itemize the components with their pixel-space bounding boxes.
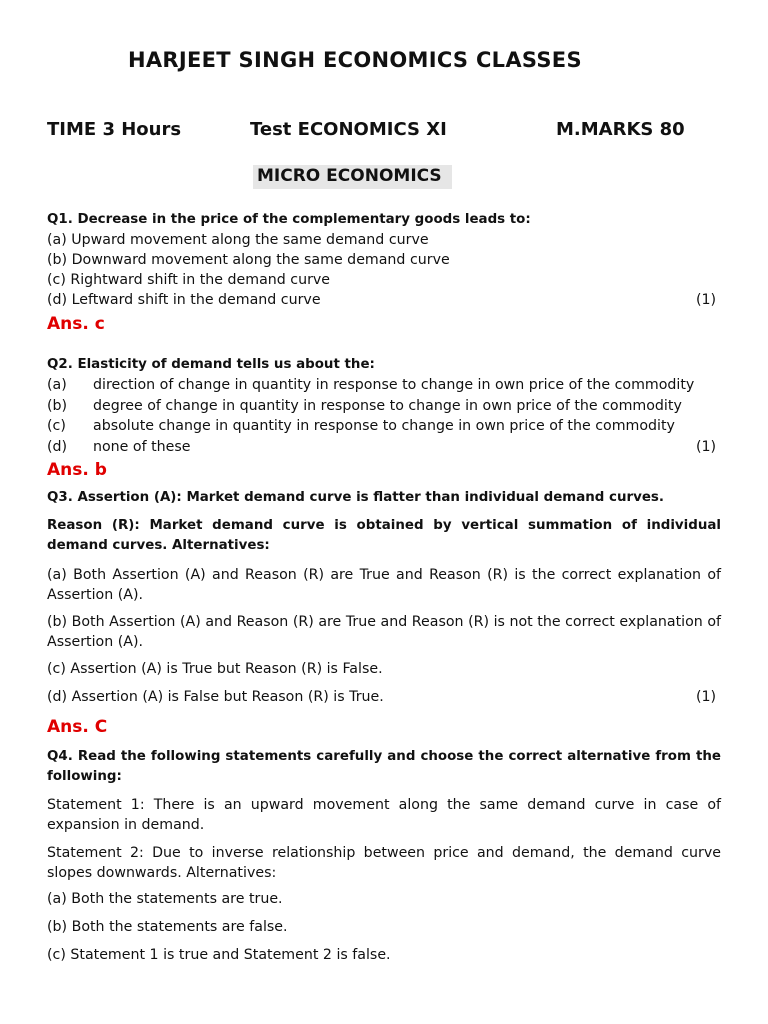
q1-option-a: (a) Upward movement along the same demand curve	[47, 232, 429, 248]
q1-option-d: (d) Leftward shift in the demand curve	[47, 292, 321, 308]
q4-option-a: (a) Both the statements are true.	[47, 891, 283, 907]
q1-option-b: (b) Downward movement along the same demand curve	[47, 252, 450, 268]
q2-option-d-label: (d)	[47, 439, 68, 455]
page-title: HARJEET SINGH ECONOMICS CLASSES	[128, 48, 582, 72]
q2-answer: Ans. b	[47, 460, 107, 480]
q1-marks: (1)	[696, 292, 717, 308]
q1-option-c: (c) Rightward shift in the demand curve	[47, 272, 331, 288]
q2-marks: (1)	[696, 439, 717, 455]
q3-option-b: (b) Both Assertion (A) and Reason (R) are True and Reason (R) is not the correct explanation of Assertion (A).	[47, 614, 721, 650]
q2-option-b: degree of change in quantity in response to change in own price of the commodity	[93, 398, 682, 414]
section-heading: MICRO ECONOMICS	[253, 165, 452, 189]
q3-marks: (1)	[696, 689, 717, 705]
q2-option-b-label: (b)	[47, 398, 68, 414]
exam-max-marks: M.MARKS 80	[556, 119, 685, 140]
q3-assertion: Q3. Assertion (A): Market demand curve is flatter than individual demand curves.	[47, 490, 664, 505]
q2-option-c: absolute change in quantity in response to change in own price of the commodity	[93, 418, 675, 434]
q3-option-c: (c) Assertion (A) is True but Reason (R) is False.	[47, 661, 383, 677]
q4-option-c: (c) Statement 1 is true and Statement 2 is false.	[47, 947, 391, 963]
exam-time: TIME 3 Hours	[47, 119, 182, 140]
q3-answer: Ans. C	[47, 717, 108, 737]
q4-statement-1: Statement 1: There is an upward movement along the same demand curve in case of expansion in demand.	[47, 797, 721, 833]
q2-option-c-label: (c)	[47, 418, 66, 434]
q4-statement-2: Statement 2: Due to inverse relationship between price and demand, the demand curve slopes downwards. Alternatives:	[47, 845, 721, 881]
q2-option-a: direction of change in quantity in response to change in own price of the commodity	[93, 377, 695, 393]
q3-option-a: (a) Both Assertion (A) and Reason (R) are True and Reason (R) is the correct explanation of Assertion (A).	[47, 567, 721, 603]
exam-subject: Test ECONOMICS XI	[250, 119, 447, 140]
q2-question: Q2. Elasticity of demand tells us about the:	[47, 357, 375, 372]
q1-answer: Ans. c	[47, 314, 105, 334]
q3-option-d: (d) Assertion (A) is False but Reason (R) is True.	[47, 689, 384, 705]
q2-option-d: none of these	[93, 439, 191, 455]
q4-question: Q4. Read the following statements carefully and choose the correct alternative from the following:	[47, 749, 721, 784]
q4-option-b: (b) Both the statements are false.	[47, 919, 288, 935]
q1-question: Q1. Decrease in the price of the complementary goods leads to:	[47, 212, 531, 227]
q3-reason: Reason (R): Market demand curve is obtained by vertical summation of individual demand curves. Alternatives:	[47, 518, 721, 553]
q2-option-a-label: (a)	[47, 377, 67, 393]
